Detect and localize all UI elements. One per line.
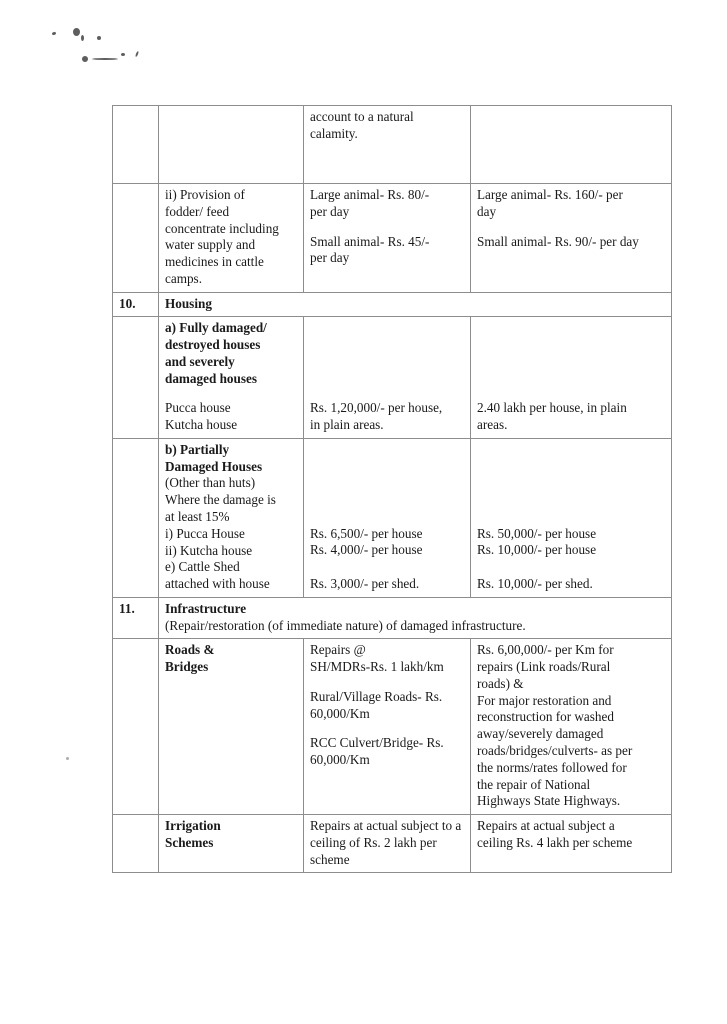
item-text-line: Roads & — [165, 642, 215, 658]
item-text-line: Damaged Houses — [165, 458, 263, 474]
item-text-line: Irrigation — [165, 818, 221, 834]
norm-text-line: areas. — [477, 417, 508, 433]
norm-text-line: RCC Culvert/Bridge- Rs. — [310, 735, 444, 751]
norm-text-line: day — [477, 203, 497, 219]
table-row — [113, 438, 672, 597]
norm-text-line: 60,000/Km — [310, 752, 370, 768]
item-text-line: camps. — [165, 270, 202, 286]
norm-text-line: per day — [310, 250, 350, 266]
cell-norm-revised — [471, 106, 672, 184]
norm-text-line: ceiling of Rs. 2 lakh per — [310, 834, 437, 850]
cell-item — [159, 317, 304, 439]
norm-text-line: Repairs at actual subject to a — [310, 818, 462, 834]
item-text-line: Schemes — [165, 834, 214, 850]
norm-text-line: Repairs @ — [310, 642, 366, 658]
norm-text-line: Repairs at actual subject a — [477, 818, 615, 834]
cell-norm-revised — [471, 317, 672, 439]
item-text-line: Where the damage is — [165, 492, 276, 508]
norm-text-line: reconstruction for washed — [477, 709, 614, 725]
norm-text-line: Rs. 6,00,000/- per Km for — [477, 642, 614, 658]
norm-text-line: Small animal- Rs. 45/- — [310, 233, 430, 249]
norm-text-line: Large animal- Rs. 160/- per — [477, 187, 623, 202]
cell-serial-number — [113, 639, 159, 815]
cell-section-title — [159, 597, 672, 639]
norm-text-line: roads/bridges/culverts- as per — [477, 742, 633, 758]
norm-text-line: Rs. 4,000/- per house — [310, 542, 423, 558]
item-text-line: destroyed houses — [165, 337, 261, 353]
table-row — [113, 184, 672, 293]
norm-text-line: per day — [310, 203, 350, 219]
item-text-line: ii) Provision of — [165, 187, 245, 202]
norm-text-line: 60,000/Km — [310, 705, 370, 721]
item-text-line: Pucca house — [165, 400, 231, 416]
norm-text-line: in plain areas. — [310, 417, 384, 433]
norm-text-line: SH/MDRs-Rs. 1 lakh/km — [310, 659, 444, 675]
cell-norm-revised — [471, 815, 672, 873]
norm-text-line: ceiling Rs. 4 lakh per scheme — [477, 834, 633, 850]
norm-text-line: Small animal- Rs. 90/- per day — [477, 233, 639, 249]
cell-item — [159, 438, 304, 597]
item-text-line: fodder/ feed — [165, 203, 230, 219]
norm-text-line: calamity. — [310, 125, 358, 141]
item-text-line: and severely — [165, 353, 235, 369]
item-text-line: at least 15% — [165, 509, 230, 525]
norm-text-line: scheme — [310, 851, 350, 867]
item-text-line: a) Fully damaged/ — [165, 320, 267, 336]
item-text-line: b) Partially — [165, 441, 230, 457]
cell-item — [159, 815, 304, 873]
table-row-section-infrastructure — [113, 597, 672, 639]
cell-item — [159, 106, 304, 184]
norm-text-line: the repair of National — [477, 776, 591, 792]
item-text-line: ii) Kutcha house — [165, 542, 253, 558]
table-row-section-housing — [113, 292, 672, 317]
norm-text-line: Rs. 10,000/- per house — [477, 542, 597, 558]
cell-norm-existing — [304, 438, 471, 597]
cell-serial-number — [113, 438, 159, 597]
norm-text-line: the norms/rates followed for — [477, 759, 627, 775]
item-text-line: e) Cattle Shed — [165, 559, 240, 575]
cell-serial-number — [113, 815, 159, 873]
item-text-line: Bridges — [165, 659, 209, 675]
norm-text-line: For major restoration and — [477, 692, 612, 708]
cell-serial-number: 10. — [113, 292, 159, 317]
item-text-line: (Other than huts) — [165, 475, 256, 491]
table-row — [113, 317, 672, 439]
norm-text-line: Rs. 50,000/- per house — [477, 525, 597, 541]
item-text-line: damaged houses — [165, 370, 257, 386]
norm-text-line: repairs (Link roads/Rural — [477, 659, 611, 675]
section-subtitle-text: (Repair/restoration (of immediate nature) of damaged infrastructure. — [165, 617, 526, 633]
cell-serial-number: 11. — [113, 597, 159, 639]
cell-norm-existing — [304, 106, 471, 184]
cell-norm-revised — [471, 639, 672, 815]
item-text-line: water supply and — [165, 237, 256, 253]
table-row — [113, 815, 672, 873]
relief-norms-table — [112, 105, 672, 873]
item-text-line: attached with house — [165, 576, 270, 592]
norm-text-line: Large animal- Rs. 80/- — [310, 187, 430, 202]
scan-speck — [66, 757, 69, 760]
norm-text-line: account to a natural — [310, 109, 414, 124]
norm-text-line: Rs. 3,000/- per shed. — [310, 575, 420, 591]
norm-text-line: roads) & — [477, 675, 524, 691]
cell-section-title: Housing — [159, 292, 672, 317]
norm-text-line: Rs. 1,20,000/- per house, — [310, 400, 443, 416]
cell-serial-number — [113, 317, 159, 439]
norm-text-line: Rs. 10,000/- per shed. — [477, 575, 593, 591]
cell-serial-number — [113, 184, 159, 293]
norm-text-line: Rs. 6,500/- per house — [310, 525, 423, 541]
norm-text-line: Rural/Village Roads- Rs. — [310, 688, 443, 704]
item-text-line: medicines in cattle — [165, 254, 264, 270]
section-title-text: Infrastructure — [165, 600, 247, 616]
cell-norm-existing — [304, 184, 471, 293]
item-text-line: concentrate including — [165, 220, 279, 236]
table-row — [113, 106, 672, 184]
norm-text-line: away/severely damaged — [477, 726, 604, 742]
norm-text-line: 2.40 lakh per house, in plain — [477, 400, 627, 416]
cell-norm-revised — [471, 184, 672, 293]
cell-norm-existing — [304, 639, 471, 815]
scan-artifact-marks — [48, 22, 168, 68]
table-row — [113, 639, 672, 815]
cell-item — [159, 184, 304, 293]
cell-norm-existing — [304, 317, 471, 439]
item-text-line: Kutcha house — [165, 417, 238, 433]
norm-text-line: Highways State Highways. — [477, 793, 621, 809]
cell-item — [159, 639, 304, 815]
item-text-line: i) Pucca House — [165, 525, 245, 541]
cell-norm-revised — [471, 438, 672, 597]
cell-serial-number — [113, 106, 159, 184]
cell-norm-existing — [304, 815, 471, 873]
